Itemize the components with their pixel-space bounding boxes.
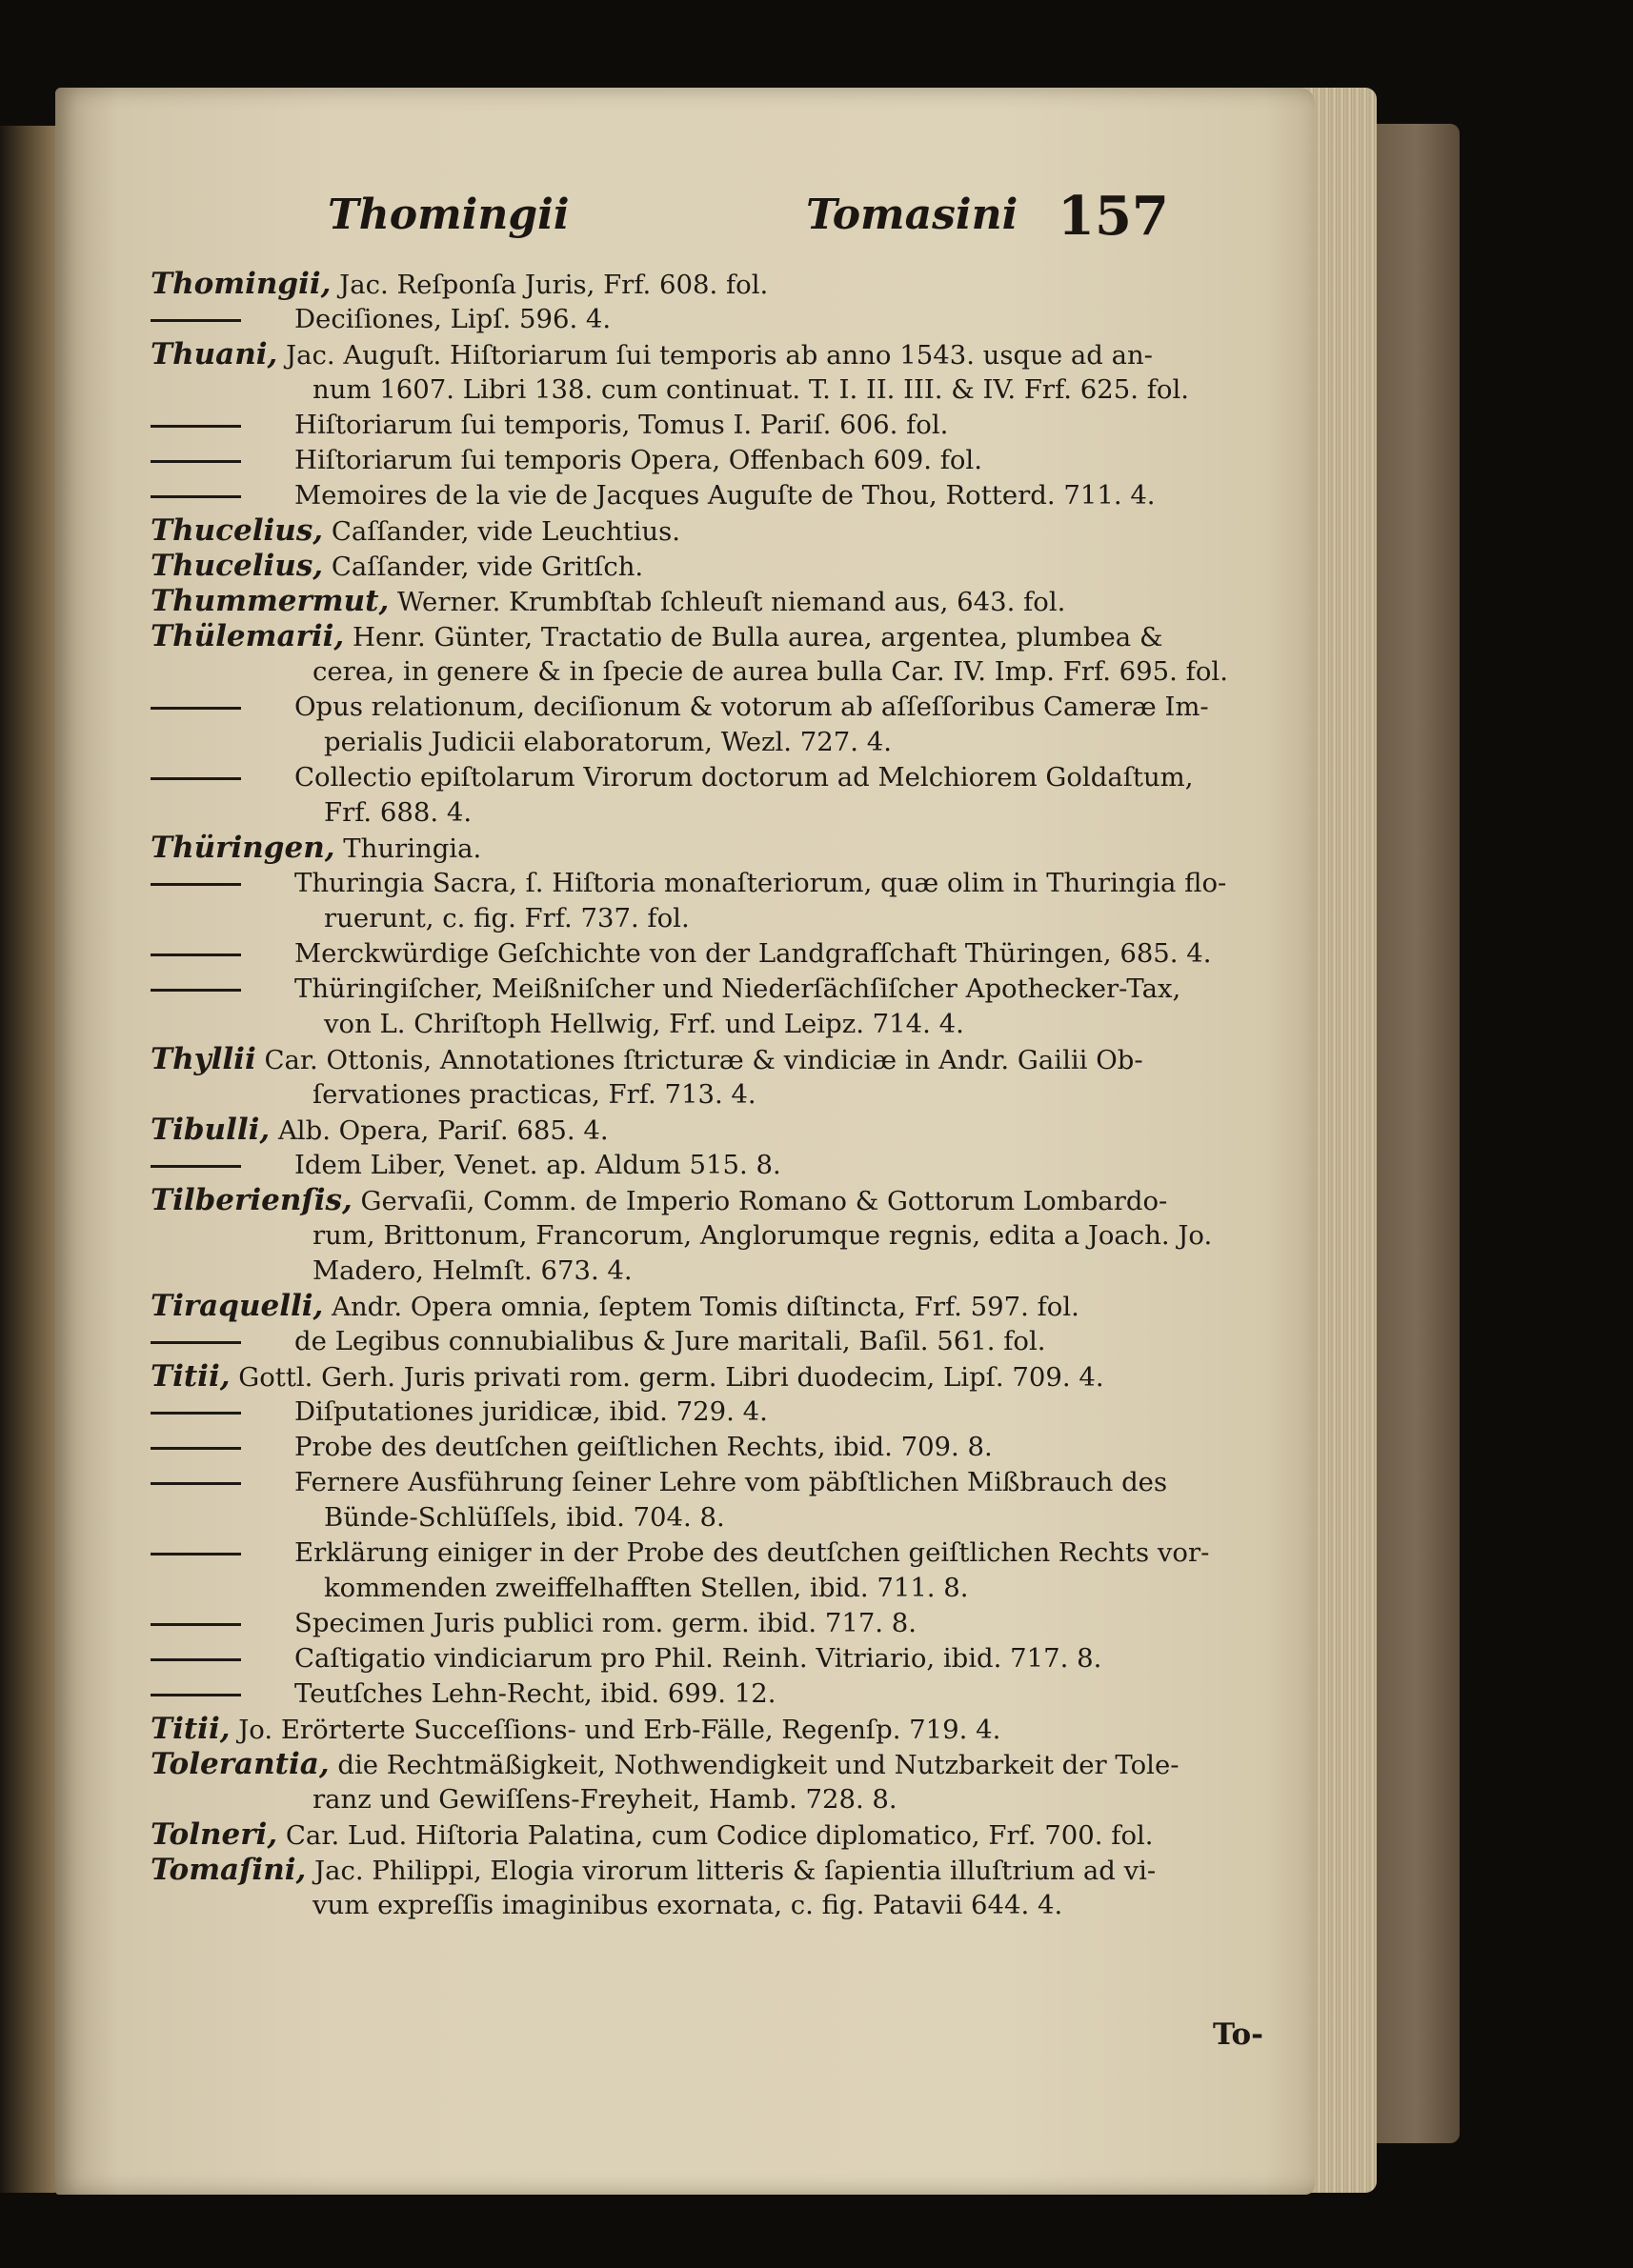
index-entry bbox=[151, 1183, 1265, 1289]
index-subentry bbox=[151, 866, 1265, 936]
entry-line bbox=[151, 1535, 1265, 1571]
repeat-dash bbox=[151, 1658, 241, 1661]
index-entry bbox=[151, 1289, 1265, 1324]
entry-headword: Tiraquelli, bbox=[151, 1289, 324, 1323]
entry-line bbox=[151, 549, 1265, 584]
entry-headword: Tilberienſis, bbox=[151, 1183, 353, 1217]
entry-headword: Tomaſini, bbox=[151, 1853, 307, 1887]
entry-text: Merckwürdige Geſchichte von der Landgrafſchaft Thüringen, 685. 4. bbox=[294, 938, 1212, 969]
entry-line bbox=[151, 1853, 1265, 1888]
entry-line bbox=[151, 866, 1265, 901]
entry-line bbox=[151, 408, 1265, 443]
running-head-middle: Tomasini bbox=[806, 191, 1018, 239]
repeat-dash bbox=[151, 1341, 241, 1344]
entry-line bbox=[151, 1359, 1265, 1395]
index-entry bbox=[151, 619, 1265, 690]
facing-page-edge bbox=[0, 126, 55, 2193]
repeat-dash bbox=[151, 1623, 241, 1626]
index-entry bbox=[151, 513, 1265, 549]
entry-line bbox=[151, 1817, 1265, 1853]
repeat-dash bbox=[151, 777, 241, 780]
entry-text: von L. Chriſtoph Hellwig, Frf. und Leipz. 714. 4. bbox=[324, 1009, 964, 1039]
entry-headword: Thuani, bbox=[151, 337, 278, 371]
entry-text: Thuringia Sacra, ſ. Hiſtoria monaſteriorum, quæ olim in Thuringia flo- bbox=[294, 868, 1227, 898]
entry-line bbox=[151, 1641, 1265, 1676]
entry-line bbox=[151, 1571, 1265, 1606]
entry-text: Thuringia. bbox=[343, 833, 482, 864]
entry-text: Henr. Günter, Tractatio de Bulla aurea, argentea, plumbea & bbox=[352, 622, 1163, 652]
entry-text: Opus relationum, deciſionum & votorum ab aſſeſſoribus Cameræ Im- bbox=[294, 692, 1209, 722]
index-entry bbox=[151, 1113, 1265, 1148]
repeat-dash bbox=[151, 1694, 241, 1696]
entry-text: Jac. Philippi, Elogia virorum litteris & ſapientia illuſtrium ad vi- bbox=[314, 1856, 1157, 1886]
entry-text: Hiſtoriarum ſui temporis Opera, Offenbach 609. fol. bbox=[294, 445, 982, 475]
entry-text: ſervationes practicas, Frf. 713. 4. bbox=[312, 1079, 756, 1110]
entry-line bbox=[151, 1042, 1265, 1077]
entry-text: Gottl. Gerh. Juris privati rom. germ. Libri duodecim, Lipſ. 709. 4. bbox=[238, 1362, 1104, 1393]
entry-line bbox=[151, 654, 1265, 690]
entry-text: Erklärung einiger in der Probe des deutſchen geiſtlichen Rechts vor- bbox=[294, 1537, 1210, 1568]
entry-text: Deciſiones, Lipſ. 596. 4. bbox=[294, 304, 612, 334]
index-entries bbox=[151, 267, 1265, 1923]
entry-text: Andr. Opera omnia, ſeptem Tomis diſtincta, Frf. 597. fol. bbox=[332, 1292, 1079, 1322]
entry-line bbox=[151, 267, 1265, 302]
entry-text: Thüringiſcher, Meißniſcher und Niederſächſiſcher Apothecker-Tax, bbox=[294, 973, 1181, 1004]
entry-text: Caſſander, vide Leuchtius. bbox=[331, 516, 680, 547]
entry-text: Caſtigatio vindiciarum pro Phil. Reinh. Vitriario, ibid. 717. 8. bbox=[294, 1643, 1102, 1674]
entry-line bbox=[151, 513, 1265, 549]
repeat-dash bbox=[151, 989, 241, 992]
index-subentry bbox=[151, 1535, 1265, 1606]
entry-headword: Thüringen, bbox=[151, 831, 335, 865]
entry-text: Probe des deutſchen geiſtlichen Rechts, ibid. 709. 8. bbox=[294, 1432, 993, 1462]
entry-text: Gervaſii, Comm. de Imperio Romano & Gottorum Lombardo- bbox=[360, 1186, 1168, 1216]
entry-text: Car. Lud. Hiſtoria Palatina, cum Codice diplomatico, Frf. 700. fol. bbox=[285, 1820, 1154, 1851]
entry-line bbox=[151, 795, 1265, 831]
entry-text: Teutſches Lehn-Recht, ibid. 699. 12. bbox=[294, 1678, 776, 1709]
entry-line bbox=[151, 1500, 1265, 1535]
entry-line bbox=[151, 478, 1265, 513]
entry-text: Frf. 688. 4. bbox=[324, 797, 473, 828]
index-subentry bbox=[151, 408, 1265, 443]
entry-headword: Tibulli, bbox=[151, 1113, 271, 1147]
entry-text: Jac. Auguſt. Hiſtoriarum ſui temporis ab anno 1543. usque ad an- bbox=[286, 340, 1153, 371]
repeat-dash bbox=[151, 1165, 241, 1168]
entry-text: ranz und Gewiſſens-Freyheit, Hamb. 728. 8. bbox=[312, 1784, 897, 1815]
entry-text: Collectio epiſtolarum Virorum doctorum ad Melchiorem Goldaſtum, bbox=[294, 762, 1194, 793]
index-subentry bbox=[151, 1395, 1265, 1430]
index-entry bbox=[151, 1817, 1265, 1853]
entry-line bbox=[151, 372, 1265, 408]
entry-line bbox=[151, 1148, 1265, 1183]
book-cover bbox=[1372, 124, 1460, 2143]
index-subentry bbox=[151, 1641, 1265, 1676]
index-entry bbox=[151, 267, 1265, 302]
entry-headword: Tolerantia, bbox=[151, 1747, 330, 1781]
entry-headword: Thyllii bbox=[151, 1042, 256, 1076]
index-entry bbox=[151, 1712, 1265, 1747]
index-subentry bbox=[151, 443, 1265, 478]
entry-line bbox=[151, 1747, 1265, 1782]
entry-line bbox=[151, 760, 1265, 795]
entry-line bbox=[151, 1007, 1265, 1042]
index-subentry bbox=[151, 936, 1265, 972]
entry-line bbox=[151, 1430, 1265, 1465]
entry-text: Diſputationes juridicæ, ibid. 729. 4. bbox=[294, 1396, 768, 1427]
repeat-dash bbox=[151, 460, 241, 463]
entry-headword: Thucelius, bbox=[151, 513, 324, 548]
entry-line bbox=[151, 1712, 1265, 1747]
index-entry bbox=[151, 1359, 1265, 1395]
entry-text: perialis Judicii elaboratorum, Wezl. 727. 4. bbox=[324, 727, 892, 757]
index-entry bbox=[151, 1853, 1265, 1923]
entry-line bbox=[151, 1324, 1265, 1359]
repeat-dash bbox=[151, 495, 241, 498]
entry-text: Idem Liber, Venet. ap. Aldum 515. 8. bbox=[294, 1150, 781, 1180]
entry-text: Fernere Ausführung ſeiner Lehre vom päbſtlichen Mißbrauch des bbox=[294, 1467, 1168, 1497]
entry-line bbox=[151, 1395, 1265, 1430]
entry-text: de Legibus connubialibus & Jure maritali, Baſil. 561. fol. bbox=[294, 1326, 1046, 1356]
running-head bbox=[55, 185, 1315, 257]
index-entry bbox=[151, 831, 1265, 866]
index-subentry bbox=[151, 1430, 1265, 1465]
entry-line bbox=[151, 619, 1265, 654]
entry-text: Car. Ottonis, Annotationes ſtricturæ & vindiciæ in Andr. Gailii Ob- bbox=[264, 1045, 1143, 1075]
repeat-dash bbox=[151, 1412, 241, 1415]
index-subentry bbox=[151, 1606, 1265, 1641]
catchword: To- bbox=[1212, 2017, 1263, 2052]
entry-line bbox=[151, 1077, 1265, 1113]
index-subentry bbox=[151, 972, 1265, 1042]
entry-text: Caſſander, vide Gritſch. bbox=[331, 552, 644, 582]
entry-text: die Rechtmäßigkeit, Nothwendigkeit und Nutzbarkeit der Tole- bbox=[337, 1750, 1179, 1780]
entry-headword: Titii, bbox=[151, 1712, 231, 1746]
entry-text: Madero, Helmſt. 673. 4. bbox=[312, 1255, 633, 1286]
entry-line bbox=[151, 443, 1265, 478]
running-head-left: Thomingii bbox=[328, 191, 570, 239]
entry-text: rum, Brittonum, Francorum, Anglorumque regnis, edita a Joach. Jo. bbox=[312, 1220, 1213, 1251]
index-subentry bbox=[151, 760, 1265, 831]
index-entry bbox=[151, 549, 1265, 584]
entry-line bbox=[151, 972, 1265, 1007]
entry-text: Werner. Krumbſtab ſchleuſt niemand aus, 643. fol. bbox=[397, 587, 1066, 617]
entry-line bbox=[151, 1606, 1265, 1641]
entry-text: kommenden zweiffelhafften Stellen, ibid. 711. 8. bbox=[324, 1573, 969, 1603]
entry-line bbox=[151, 1782, 1265, 1817]
repeat-dash bbox=[151, 707, 241, 710]
entry-line bbox=[151, 901, 1265, 936]
index-subentry bbox=[151, 478, 1265, 513]
entry-text: Jo. Erörterte Succeſſions- und Erb-Fälle, Regenſp. 719. 4. bbox=[238, 1715, 1001, 1745]
entry-headword: Thülemarii, bbox=[151, 619, 345, 653]
page-number: 157 bbox=[1058, 185, 1169, 248]
entry-headword: Thomingii, bbox=[151, 267, 332, 301]
entry-text: Hiſtoriarum ſui temporis, Tomus I. Pariſ. 606. fol. bbox=[294, 410, 949, 440]
index-entry bbox=[151, 584, 1265, 619]
entry-line bbox=[151, 1113, 1265, 1148]
index-entry bbox=[151, 337, 1265, 408]
entry-headword: Thucelius, bbox=[151, 549, 324, 583]
index-entry bbox=[151, 1747, 1265, 1817]
entry-headword: Thummermut, bbox=[151, 584, 390, 618]
entry-line bbox=[151, 337, 1265, 372]
entry-line bbox=[151, 1888, 1265, 1923]
entry-line bbox=[151, 831, 1265, 866]
repeat-dash bbox=[151, 953, 241, 956]
entry-line bbox=[151, 584, 1265, 619]
index-subentry bbox=[151, 302, 1265, 337]
repeat-dash bbox=[151, 1482, 241, 1485]
entry-line bbox=[151, 1289, 1265, 1324]
index-subentry bbox=[151, 690, 1265, 760]
index-subentry bbox=[151, 1465, 1265, 1535]
entry-line bbox=[151, 690, 1265, 725]
repeat-dash bbox=[151, 425, 241, 428]
entry-text: vum expreſſis imaginibus exornata, c. fig. Patavii 644. 4. bbox=[312, 1890, 1063, 1920]
repeat-dash bbox=[151, 1447, 241, 1450]
repeat-dash bbox=[151, 883, 241, 886]
entry-line bbox=[151, 936, 1265, 972]
entry-line bbox=[151, 1465, 1265, 1500]
entry-line bbox=[151, 302, 1265, 337]
entry-text: Alb. Opera, Pariſ. 685. 4. bbox=[277, 1115, 609, 1146]
book-page bbox=[55, 88, 1315, 2195]
entry-headword: Tolneri, bbox=[151, 1817, 278, 1852]
entry-line bbox=[151, 1254, 1265, 1289]
repeat-dash bbox=[151, 1553, 241, 1555]
entry-text: Memoires de la vie de Jacques Auguſte de Thou, Rotterd. 711. 4. bbox=[294, 480, 1156, 511]
repeat-dash bbox=[151, 319, 241, 322]
entry-text: num 1607. Libri 138. cum continuat. T. I. II. III. & IV. Frf. 625. fol. bbox=[312, 374, 1190, 405]
entry-line bbox=[151, 1218, 1265, 1254]
entry-text: Specimen Juris publici rom. germ. ibid. 717. 8. bbox=[294, 1608, 917, 1638]
entry-line bbox=[151, 1183, 1265, 1218]
index-subentry bbox=[151, 1148, 1265, 1183]
entry-headword: Titii, bbox=[151, 1359, 231, 1394]
index-subentry bbox=[151, 1324, 1265, 1359]
entry-text: cerea, in genere & in ſpecie de aurea bulla Car. IV. Imp. Frf. 695. fol. bbox=[312, 656, 1228, 687]
entry-line bbox=[151, 1676, 1265, 1712]
index-subentry bbox=[151, 1676, 1265, 1712]
entry-line bbox=[151, 725, 1265, 760]
index-entry bbox=[151, 1042, 1265, 1113]
entry-text: Jac. Reſponſa Juris, Frf. 608. fol. bbox=[339, 270, 769, 300]
entry-text: ruerunt, c. fig. Frf. 737. fol. bbox=[324, 903, 690, 933]
entry-text: Bünde-Schlüſſels, ibid. 704. 8. bbox=[324, 1502, 725, 1533]
